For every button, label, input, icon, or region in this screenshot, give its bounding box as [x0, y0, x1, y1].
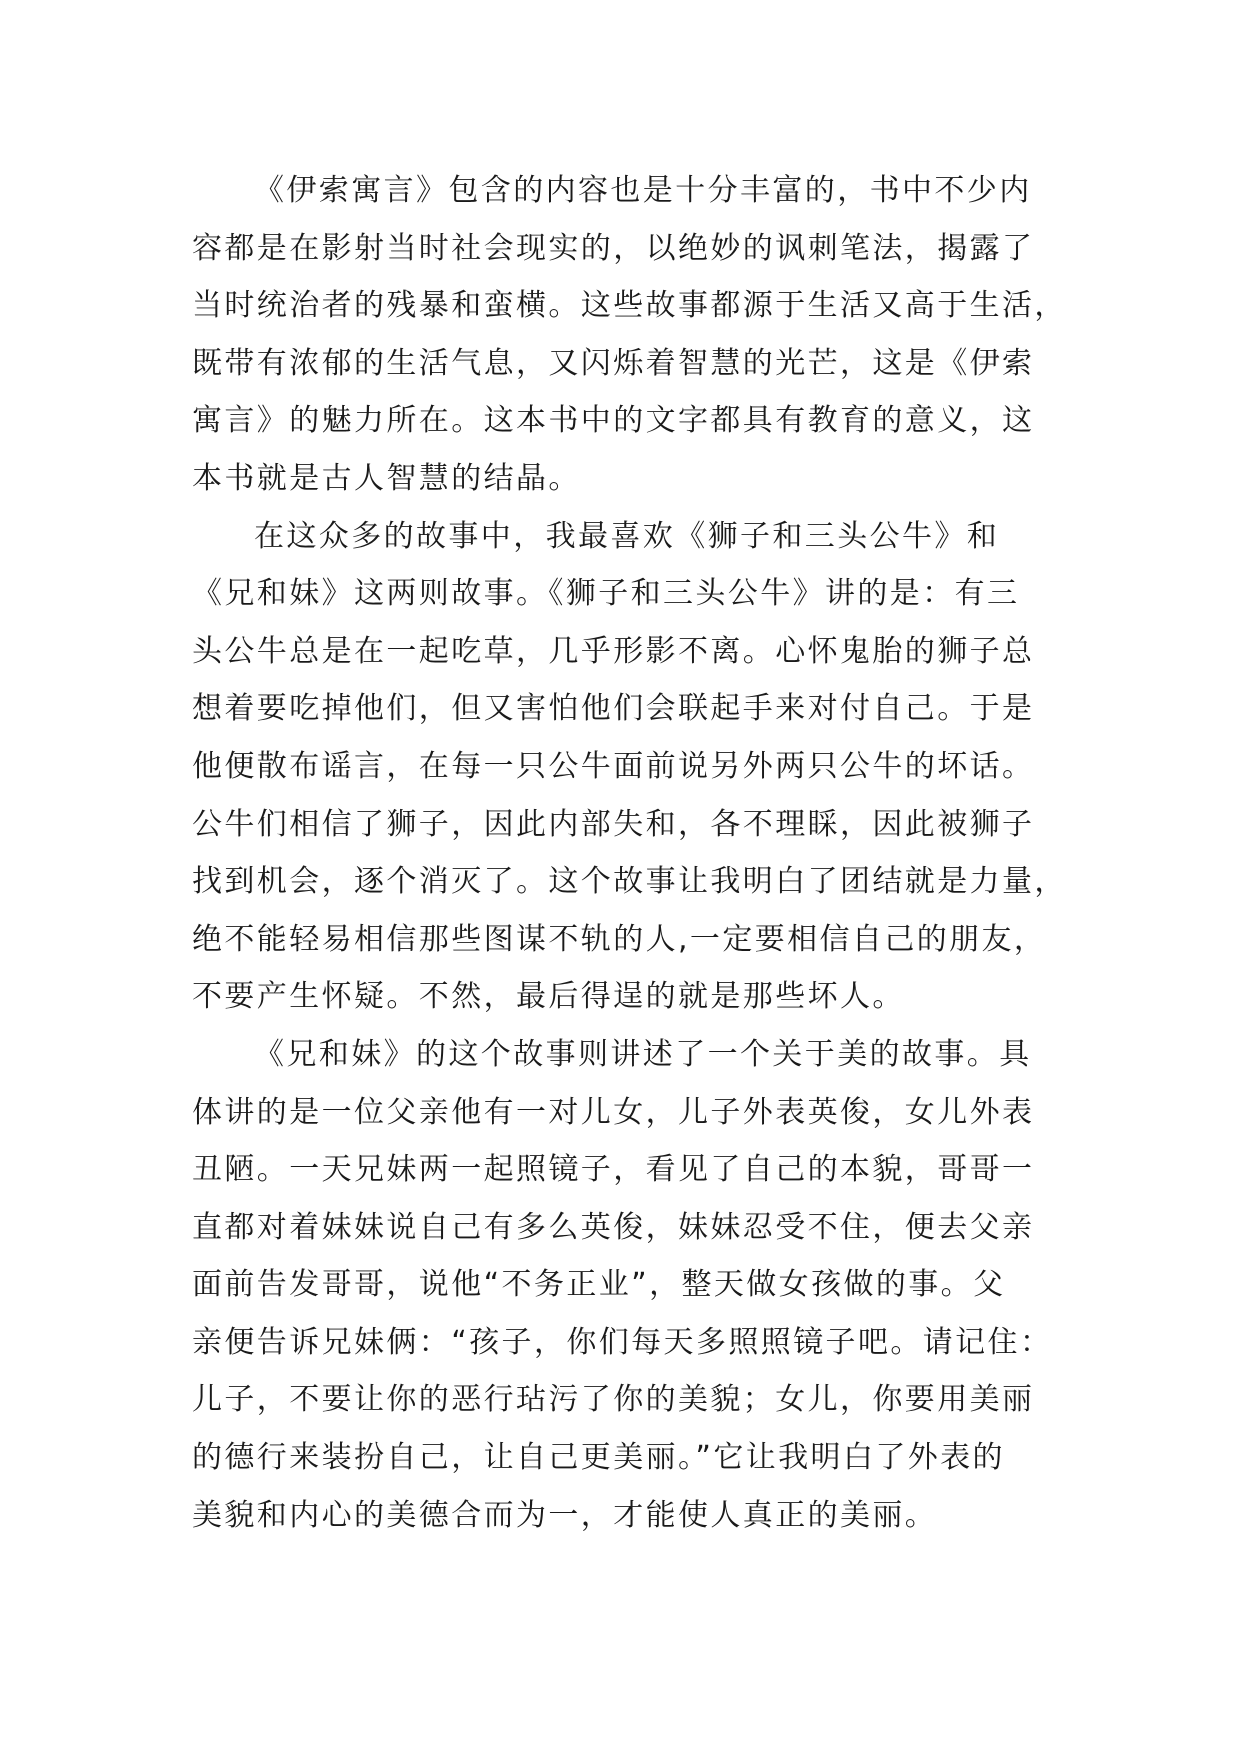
- text-line: 的德行来装扮自己，让自己更美丽。”它让我明白了外表的: [192, 1440, 1005, 1476]
- paragraph-1: [192, 162, 1092, 508]
- document-body: [192, 162, 1092, 1544]
- text-line: 《伊索寓言》包含的内容也是十分丰富的，书中不少内: [254, 173, 1032, 208]
- text-line: 绝不能轻易相信那些图谋不轨的人,一定要相信自己的朋友，: [192, 921, 1047, 957]
- text-line: 他便散布谣言，在每一只公牛面前说另外两只公牛的坏话。: [192, 748, 1035, 784]
- text-line: 《兄和妹》的这个故事则讲述了一个关于美的故事。具: [254, 1036, 1032, 1072]
- text-line: 在这众多的故事中，我最喜欢《狮子和三头公牛》和: [254, 518, 1000, 554]
- text-line: 寓言》的魅力所在。这本书中的文字都具有教育的意义，这: [192, 403, 1035, 439]
- paragraph-3: [192, 1026, 1092, 1544]
- text-line: 儿子，不要让你的恶行玷污了你的美貌；女儿，你要用美丽: [192, 1382, 1035, 1418]
- text-line: 找到机会，逐个消灭了。这个故事让我明白了团结就是力量，: [192, 864, 1067, 900]
- text-line: 丑陋。一天兄妹两一起照镜子，看见了自己的本貌，哥哥一: [192, 1152, 1035, 1188]
- text-line: 既带有浓郁的生活气息，又闪烁着智慧的光芒，这是《伊索: [192, 345, 1035, 381]
- paragraph-2: [192, 508, 1092, 1026]
- text-line: 亲便告诉兄妹俩：“孩子，你们每天多照照镜子吧。请记住：: [192, 1324, 1053, 1360]
- text-line: 美貌和内心的美德合而为一，才能使人真正的美丽。: [192, 1497, 938, 1533]
- text-line: 想着要吃掉他们，但又害怕他们会联起手来对付自己。于是: [192, 691, 1035, 727]
- text-line: 当时统治者的残暴和蛮横。这些故事都源于生活又高于生活，: [192, 288, 1067, 324]
- text-line: 体讲的是一位父亲他有一对儿女，儿子外表英俊，女儿外表: [192, 1094, 1035, 1130]
- text-line: 本书就是古人智慧的结晶。: [192, 460, 581, 496]
- text-line: 公牛们相信了狮子，因此内部失和，各不理睬，因此被狮子: [192, 806, 1035, 842]
- text-line: 不要产生怀疑。不然，最后得逞的就是那些坏人。: [192, 979, 905, 1015]
- text-line: 头公牛总是在一起吃草，几乎形影不离。心怀鬼胎的狮子总: [192, 633, 1035, 669]
- text-line: 面前告发哥哥，说他“不务正业”，整天做女孩做的事。父: [192, 1267, 1006, 1303]
- text-line: 容都是在影射当时社会现实的，以绝妙的讽刺笔法，揭露了: [192, 230, 1035, 266]
- text-line: 直都对着妹妹说自己有多么英俊，妹妹忍受不住，便去父亲: [192, 1209, 1035, 1245]
- text-line: 《兄和妹》这两则故事。《狮子和三头公牛》讲的是：有三: [192, 576, 1020, 612]
